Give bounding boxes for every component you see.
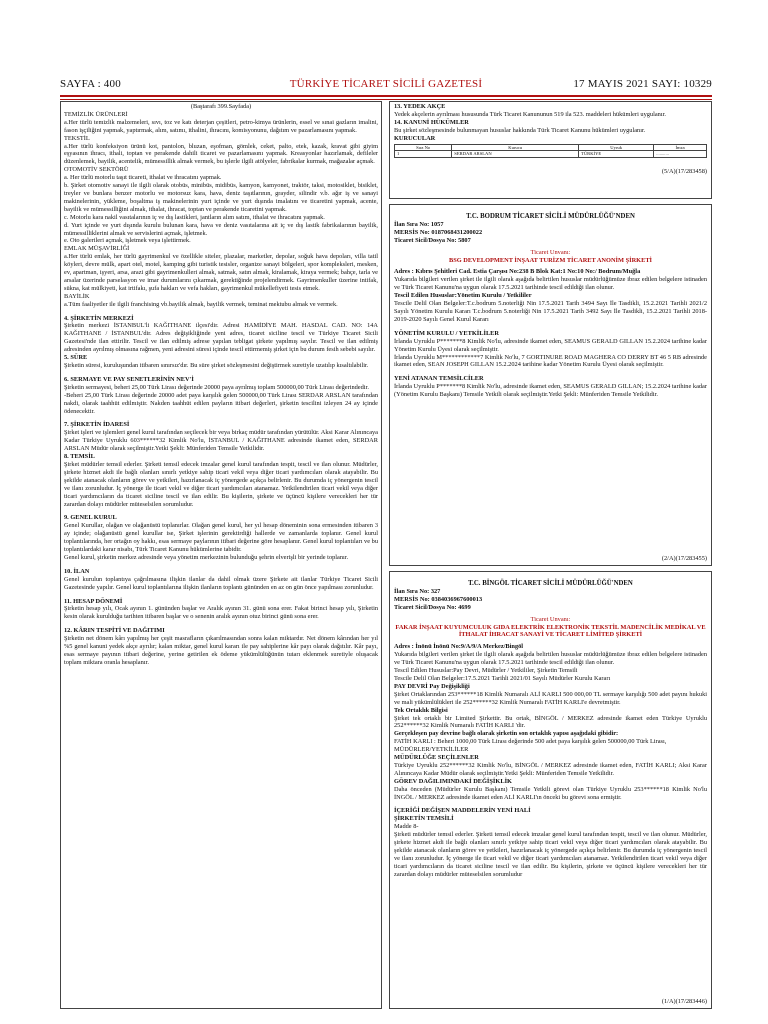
paragraph: İrlanda Uyruklu P*******8 Kimlik No'lu, adresinde ikamet eden, SEAMUS GERALD GILLAN 15.2.2024 tarihine kadar Yönetim Kurulu Üyesi olarak seçilmiştir. <box>394 337 707 353</box>
section-heading: 5. SÜRE <box>64 354 88 362</box>
paragraph: Yukarıda bilgileri verilen şirket ile ilgili olarak aşağıda belirtilen hususlar müdürlüğümüze ibraz edilen belgelere istinaden ve Türk Ticaret Kanunu'na uygun olarak 17.5.2021 tarihinde tescil edildiği ilan olunur. <box>394 276 707 292</box>
paragraph: TEMİZLİK ÜRÜNLERİ <box>64 110 128 118</box>
meta-line: MERSİS No: 0384036967600013 <box>394 595 483 603</box>
trade-name-label: Ticaret Unvanı: <box>530 248 571 256</box>
section-heading: MÜDÜRLÜĞE SEÇİLENLER <box>394 754 479 762</box>
trade-name: BSG DEVELOPMENT İNŞAAT TURİZM TİCARET ANONİM ŞİRKETİ <box>448 256 653 264</box>
paragraph: Şirketin süresi, kuruluşundan itibaren sınırsız'dır. Bu süre şirket sözleşmesini değiştirmek suretiyle uzatılıp kısaltılabilir. <box>64 362 369 369</box>
paragraph: OTOMOTİV SEKTÖRÜ <box>64 166 129 174</box>
announcement-continued <box>389 101 712 199</box>
gazette-title: TÜRKİYE TİCARET SİCİLİ GAZETESİ <box>289 78 483 90</box>
announcement-meta <box>394 588 707 612</box>
paragraph: Yukarıda bilgileri verilen şirket ile ilgili olarak aşağıda belirtilen hususlar müdürlüğümüze ibraz edilen belgelere istinaden ve Türk Ticaret Kanunu'na uygun olarak 17.5.2021 tarihinde tescil edildiği ilan olunur. <box>394 651 707 667</box>
paragraph: e. Oto galerileri açmak, işletmek veya işlettirmek. <box>64 237 191 245</box>
paragraph: BAYİLİK <box>64 292 90 300</box>
paragraph: Tescile Delil Olan Belgeler:17.5.2021 Tarihli 2021/01 Sayılı Müdürler Kurulu Kararı <box>394 674 611 682</box>
paragraph: c. Motorlu kara nakil vasıtalarının iç ve dış lastikleri, jantların alım satım, ithalat ve ihracatını yapmak. <box>64 213 325 221</box>
paragraph: MÜDÜRLER/YETKİLİLER <box>394 746 469 754</box>
section-heading: Tek Ortaklık Bilgisi <box>394 706 448 714</box>
section-heading: YENİ ATANAN TEMSİLCİLER <box>394 375 484 383</box>
paragraph: Şirket müdürler temsil ederler. Şirketi temsil edecek imzalar genel kurul tarafından tespit, tescil ve ilan olunur. Müdürler, şirkete hizmet akdi ile bağlı olanları sınırlı yetkiye sahip ticari vekil veya diğer ticari yardımcıları olarak atayabilir. Bu şekilde atanacak olanların görev ve yetkileri, hazırlanacak iç yönergede açıkça belirlenir. Bu durumda iç yönergenin tescil ve ilanı zorunludur. İç yönerge ile ticari vekil ve diğer ticari yardımcıları atanamaz. Yetkilendirilen ticari vekil veya diğer ticari yardımcıların da ticaret siciline tescil ve ilan edilir. Bu kişilerin, şirkete ve üçüncü kişilere verecekleri her tür zarardan dolayı müdürler müteselsilen sorumludur. <box>64 460 378 508</box>
paragraph: Yedek akçelerin ayrılması hususunda Türk Ticaret Kanununun 519 ila 523. maddeleri hükümleri uygulanır. <box>394 110 666 118</box>
section-heading: Gerçekleşen pay devrine bağlı olarak şirketin son ortaklık yapısı aşağıdaki gibidir: <box>394 730 619 738</box>
table-cell: 1 <box>395 151 452 158</box>
bodrum-announcement <box>389 204 712 566</box>
paragraph: Genel kurul, şirketin merkez adresinde veya yönetim merkezinin bulunduğu şehrin elverişli bir yerinde toplanır. <box>64 553 349 561</box>
articles-13-14 <box>394 103 707 143</box>
table-cell: SERDAR ARSLAN <box>452 151 579 158</box>
announcement-meta <box>394 221 707 245</box>
reference-code: (1/A)(17/283446) <box>661 998 707 1006</box>
paragraph: Türkiye Uyruklu 252******32 Kimlik No'lu, BİNGÖL / MERKEZ adresinde ikamet eden, FATİH KARLI; Aksi Karar Alınıncaya Kadar Müdür olarak seçilmiştir.Yetki Şekli: Münferiden Temsile Yetkilidir. <box>394 761 707 777</box>
bingol-announcement <box>389 571 712 1009</box>
header-rule-thin <box>60 99 712 100</box>
table-cell: ........... <box>654 151 707 158</box>
table-row <box>395 151 707 158</box>
section-heading: 11. HESAP DÖNEMİ <box>64 597 123 605</box>
section-heading: PAY DEVRİ Pay Değişikliği <box>394 682 470 690</box>
section-heading: ŞİRKETİN TEMSİLİ <box>394 815 454 823</box>
paragraph: a.Tüm faaliyetler ile ilgili franchising vb.bayilik almak, bayilik vermek, teminat mektubu almak ve vermek. <box>64 300 338 308</box>
paragraph: b. Şirket otomotiv sanayi ile ilgili olarak otobüs, minibüs, midibüs, kamyon, kamyonet, traktör, taksi, motosiklet, bisiklet, treyler ve bunlara benzer motorlu ve motorsuz kara, hava, deniz taşıtlarının, grayder, silindir v.b. ağır iş ve sanayi makinelerinin, yükleme, boşaltma iş makinelerinin yurt içinde ve yurt dışında imalatını ve ticaretini yapmak, acente, bayilik ve mümessilliğini almak, ithalat, ihracat, toptan ve perakende ticaretini yapmak. <box>64 182 378 213</box>
paragraph: Daha önceden (Müdürler Kurulu Başkanı) Temsile Yetkili görevi olan Türkiye Uyruklu 253******18 Kimlik No'lu İNGÖL / MERKEZ adresinde ikamet eden ALİ KARLI'ın önceki bu görevi sona ermiştir. <box>394 785 707 801</box>
section-heading: Adres : İnönü İnönü No:9/A/9/A Merkez/Bingöl <box>394 643 524 651</box>
paragraph: -Beheri 25,00 Türk Lirası değerinde 20000 adet paya karşılık gelen 500000,00 Türk Lirası SERDAR ARSLAN tarafından nakdi, olarak taahhüt edilmiştir. Nakden taahhüt edilen payların itibari değerleri, şirketin tescilini izleyen 24 ay içinde ödenecektir. <box>64 391 378 415</box>
paragraph: Genel Kurullar, olağan ve olağanüstü toplanırlar. Olağan genel kurul, her yıl hesap döneminin sona ermesinden itibaren 3 ay içinde; olağanüstü genel kurullar ise, Şirket işlerinin gerektirdiği hallerde ve zamanlarda toplanır. Genel kurul toplantılarında, her ortağın oy hakkı, esas sermaye paylarının itibari değerine göre hesaplanır. Genel kurul toplantıları ve bu toplantılardaki karar nisabı, Türk Ticaret Kanunu hükümlerine tabidir. <box>64 522 378 554</box>
paragraph: TEKSTİL <box>64 134 90 142</box>
paragraph: Genel kurulun toplantıya çağrılmasına ilişkin ilanlar da dahil olmak üzere Şirkete ait ilanlar Türkiye Ticaret Sicili Gazetesinde yapılır. Genel kurul toplantılarına ilişkin ilanların toplantı gününden en az on gün önce yapılması zorunludur. <box>64 575 378 591</box>
section-heading: YÖNETİM KURULU / YETKİLİLER <box>394 329 499 337</box>
paragraph: Şirket işleri ve işlemleri genel kurul tarafından seçilecek bir veya birkaç müdür tarafından yürütülür. Aksi Karar Alınıncaya Kadar Türkiye Uyruklu 603******32 Kimlik No'lu, İSTANBUL / KAĞITHANE adresinde ikamet eden, SERDAR ARSLAN Müdür olarak seçilmiştir.Yetki Şekli: Münferiden Temsile Yetkilidir. <box>64 429 378 453</box>
founders-table <box>394 144 707 158</box>
section-heading: 10. İLAN <box>64 567 90 575</box>
paragraph: Madde 8- <box>394 823 419 831</box>
announcement-body <box>394 643 707 878</box>
paragraph: Şirketin sermayesi, beheri 25,00 Türk Lirası değerinde 20000 paya ayrılmış toplam 500000,00 Türk Lirası değerindedir. <box>64 383 369 391</box>
paragraph: FATİH KARLI : Beheri 1000,00 Türk Lirası değerinde 500 adet paya karşılık gelen 500000,00 Türk Lirası, <box>394 738 667 746</box>
paragraph: EMLAK MÜŞAVİRLİĞİ <box>64 245 130 253</box>
paragraph: d. Yurt içinde ve yurt dışında kurulu bulunan kara, hava ve deniz vasıtalarına ait iç ve dış lastik fabrikalarının bayilik, mümessilliklerini almak ve servislerini açmak, işletmek. <box>64 221 378 237</box>
meta-line: Ticaret Sicil/Dosya No: 5807 <box>394 236 471 244</box>
section-heading: Adres : Kıbrıs Şehitleri Cad. Estia Çarşısı No:238 B Blok Kat:1 No:10 No:/ Bodrum/Muğla <box>394 268 641 276</box>
section-heading: 9. GENEL KURUL <box>64 514 117 522</box>
header-rule <box>60 95 712 97</box>
founders-table-body <box>395 151 707 158</box>
page-number: SAYFA : 400 <box>60 78 121 90</box>
meta-line: İlan Sıra No: 327 <box>394 587 441 595</box>
section-heading: 8. TEMSİL <box>64 453 95 461</box>
meta-line: MERSİS No: 0187068431200022 <box>394 228 483 236</box>
section-heading: 7. ŞİRKETİN İDARESİ <box>64 421 130 429</box>
paragraph: a.Her türlü temizlik malzemeleri, sıvı, toz ve katı deterjan çeşitleri, petro-kimya ürünlerin, essel ve sınai gazların imalini, fason işçiliğini yapmak, yaptırmak, alım, satımı, ithalini, ihracını, komisyonunu, dağıtım ve pazarlamasını yapmak. <box>64 118 378 134</box>
registry-office-title: T.C. BODRUM TİCARET SİCİLİ MÜDÜRLÜĞÜ'NDEN <box>466 213 635 220</box>
paragraph: a.Her türlü emlak, her türlü gayrimenkul ve özellikle siteler, plazalar, marketler, depolar, soğuk hava depoları, villa tatil köyleri, devre mülk, apart otel, motel, kamping gibi turistik tesisler, organize sanayi bölgeleri, spor kompleksleri, mesken, ev, apartman, işyeri, arsa, arazi gibi gayrimenkulleri almak, satmak, satın almak, kiralamak, kiraya vermek; bahçe, tarla ve arsalar üzerinde parselasyon ve imar durumlarını çıkarmak, gerektiğinde projelendirmek. Gayrimenkuller üzerine intifak, sükna, kat mülkiyeti, kat irtifakı, şufa hakları ve vefa hakları, gayrimenkul mükellefiyeti tesis etmek. <box>64 253 378 292</box>
trade-name-label: Ticaret Unvanı: <box>530 615 571 623</box>
paragraph: Şirket Ortaklarından 253******18 Kimlik Numaralı ALİ KARLI 500 000,00 TL sermaye karşılığı 500 adet payını hukuki ve mali yükümlülükleri ile 252******32 Kimlik Numaralı FATİH KARLI'e devretmiştir. <box>394 690 707 706</box>
issue-date: 17 MAYIS 2021 SAYI: 10329 <box>573 78 712 90</box>
paragraph: İrlanda Uyruklu P*******8 Kimlik No'lu, adresinde ikamet eden, SEAMUS GERALD GILLAN; 15.2.2024 tarihine kadar (Yönetim Kurulu Başkanı) Temsile Yetkili olarak seçilmiştir.Yetki Şekli: Münferiden Temsile Yetkilidir. <box>394 383 707 399</box>
left-column <box>60 101 382 1009</box>
paragraph: Şirketi müdürler temsil ederler. Şirketi temsil edecek imzalar genel kurul tarafından tespit, tescil ve ilan olunur. Müdürler, şirkete hizmet akdi ile bağlı olanları sınırlı yetkiye sahip ticari vekil veya diğer ticari yardımcıları olarak atayabilir. Bu şekilde atanacak olanların görev ve yetkileri, hazırlanacak iç yönergede açıkça belirlenir. Bu durumda iç yönergenin tescil ve ilanı zorunludur. İç yönerge ile ticari vekil ve diğer ticari yardımcıları atanamaz. Yetkilendirilen ticari vekil veya diğer ticari yardımcıların da ticaret siciline tescil ve ilan edilir. Bu kişilerin, şirkete ve üçüncü kişilere verecekleri her tür zarardan dolayı müdürler müteselsilen sorumludur <box>394 831 707 878</box>
paragraph: Bu şirket sözleşmesinde bulunmayan hususlar hakkında Türk Ticaret Kanunu hükümleri uygulanır. <box>394 126 646 134</box>
section-heading: İÇERİĞİ DEĞİŞEN MADDELERİN YENİ HALİ <box>394 807 531 815</box>
paragraph: Tescil Edilen Hususlar:Pay Devri, Müdürler / Yetkililer, Şirketin Temsili <box>394 667 578 675</box>
paragraph: Şirket tek ortaklı bir Limited Şirkettir. Bu ortak, BİNGÖL / MERKEZ adresinde ikamet eden Türkiye Uyruklu 252******32 Kimlik Numaralı FATİH KARLI 'dir. <box>394 714 707 730</box>
paragraph: a.Her türlü konfeksiyon ürünü kot, pantolon, bluzan, eşofman, gömlek, ceket, palto, etek, kazak, kravat gibi giyim eşyasının ihracı, ithali, toptan ve perakende dahili ticaret ve pazarlamasını yapmak. Kreasyonlar hazırlamak, defileler düzenlemek, bayilik, acentelik, mümessillik almak vermek, bu işlerle ilgili atölyeler, fabrikalar kurmak, mağazalar açmak. <box>64 142 378 166</box>
section-heading: Tescil Edilen Hususlar:Yönetim Kurulu / Yetkililer <box>394 292 532 300</box>
section-heading: 14. KANUNİ HÜKÜMLER <box>394 118 469 126</box>
paragraph: Şirketin hesap yılı, Ocak ayının 1. gününden başlar ve Aralık ayının 31. günü sona erer. Fakat birinci hesap yılı, Şirketin kesin olarak kurulduğu tarihten itibaren başlar ve o senenin aralık ayının otuz birinci günü sona erer. <box>64 605 378 621</box>
meta-line: İlan Sıra No: 1057 <box>394 220 444 228</box>
column-header: Kurucu <box>452 144 579 151</box>
paragraph: a. Her türlü motorlu taşıt ticareti, ithalat ve ihracatını yapmak. <box>64 174 222 182</box>
announcement-body <box>394 268 707 399</box>
founders-table-header <box>395 144 707 151</box>
section-heading: 4. ŞİRKETİN MERKEZİ <box>64 314 134 322</box>
trade-name: FAKAR İNŞAAT KUYUMCULUK GIDA ELEKTRİK ELEKTRONİK TEKSTİL MADENCİLİK MEDİKAL VE İTHALAT İHRACAT SANAYİ VE TİCARET LİMİTED ŞİRKETİ <box>395 623 706 639</box>
section-heading: 6. SERMAYE VE PAY SENETLERİNİN NEV'İ <box>64 375 194 383</box>
reference-code: (5/A)(17/283458) <box>661 167 707 175</box>
section-heading: 13. YEDEK AKÇE <box>394 103 446 110</box>
column-header: İmza <box>654 144 707 151</box>
meta-line: Ticaret Sicil/Dosya No: 4699 <box>394 603 471 611</box>
section-heading: KURUCULAR <box>394 134 436 142</box>
reference-code: (2/A)(17/283455) <box>661 555 707 563</box>
registry-office-title: T.C. BİNGÖL TİCARET SİCİLİ MÜDÜRLÜĞÜ'NDEN <box>468 580 633 587</box>
paragraph: Şirketin net dönem kârı yapılmış her çeşit masrafların çıkarılmasından sonra kalan miktardır. Net dönem kârından her yıl %5 genel kanuni yedek akçe ayrılır; kalan miktar, genel kurul kararı ile pay sahiplerine kâr payı olarak dağıtılır. Kâr payı, esas sermaye payının itibari değerine, yerine getirilen ek ödeme yükümlülüğünün tutarı eklenmek suretiyle oluşacak toplam miktara oranla hesaplanır. <box>64 635 378 666</box>
column-header: Uyruk <box>579 144 654 151</box>
page-header <box>60 78 712 94</box>
table-cell: TÜRKİYE <box>579 151 654 158</box>
paragraph: İrlanda Uyruklu M************7 Kimlik No'lu, 7 GORTINURE ROAD MAGHERA CO DERRY BT 46 5 RB adresinde ikamet eden, SEAN JOSEPH GILLAN 15.2.2024 tarihine kadar Yönetim Kurulu Üyesi olarak seçilmiştir. <box>394 353 707 369</box>
right-column <box>389 101 712 1009</box>
paragraph: (Baştarafı 399.Sayfada) <box>190 103 252 110</box>
column-header: Sıra No <box>395 144 452 151</box>
paragraph: Tescile Delil Olan Belgeler:T.c.bodrum 5.noterliği Nin 17.5.2021 Tarih 3494 Sayı İle Tasdikli, 15.2.2021 Tarihli 2021/2 Sayılı Yönetim Kurulu Kararı T.c.bodrum 5.noterliği Nin 17.5.2021 Tarih 3492 Sayı İle Tasdikli, 15.2.2021 Tarihli 2018-2019-2020 Sayılı Genel Kurul Kararı <box>394 300 707 323</box>
section-heading: 12. KÂRIN TESPİTİ VE DAĞITIMI <box>64 627 165 635</box>
paragraph: Şirketin merkezi İSTANBUL'li KAĞITHANE ilçesi'dir. Adresi HAMİDİYE MAH. HASDAL CAD. NO: 14A KAĞITHANE / İSTANBUL'dir. Adres değişikliğinde yeni adres, ticaret siciline tescil ve Türkiye Ticaret Sicili Gazetesi'nde ilan ettirilir. Tescil ve ilan edilmiş adrese yapılan tebligat şirkete yapılmış sayılır. Tescil ve ilan edilmiş adresinden ayrılmış olmasına rağmen, yeni adresini süresi içinde tescil ettirmemiş şirket için bu durum fesih sebebi sayılır. <box>64 322 378 354</box>
section-heading: GÖREV DAĞILIMINDAKİ DEĞİŞİKLİK <box>394 777 512 785</box>
